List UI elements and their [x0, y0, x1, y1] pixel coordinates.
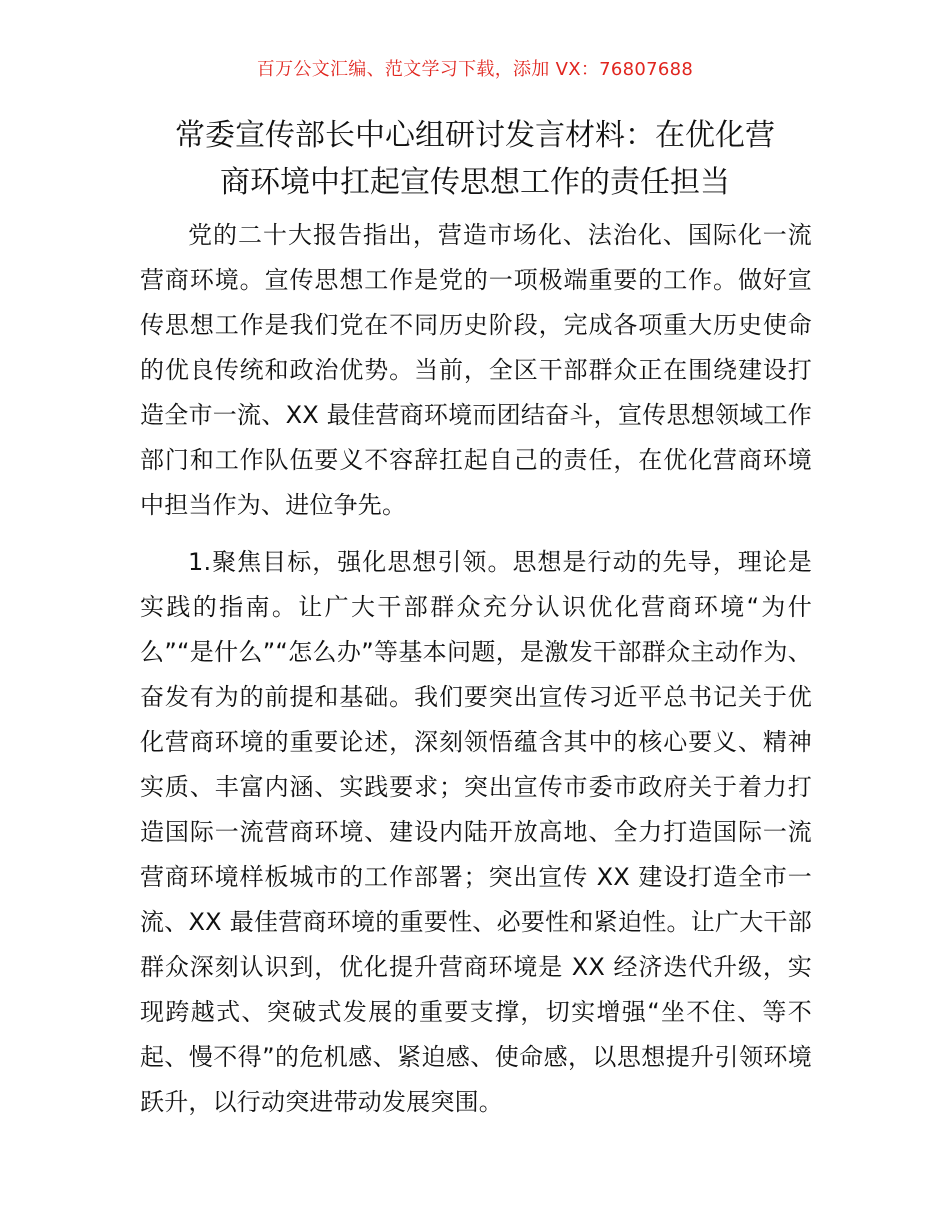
- title-line-1: 常委宣传部长中心组研讨发言材料：在优化营: [175, 118, 775, 153]
- document-body: [140, 213, 812, 1125]
- document-title: [120, 112, 830, 206]
- paragraph-intro: 党的二十大报告指出，营造市场化、法治化、国际化一流营商环境。宣传思想工作是党的一项极端重要的工作。做好宣传思想工作是我们党在不同历史阶段，完成各项重大历史使命的优良传统和政治优势。当前，全区干部群众正在围绕建设打造全市一流、XX 最佳营商环境而团结奋斗，宣传思想领域工作部门和工作队伍要义不容辞扛起自己的责任，在优化营商环境中担当作为、进位争先。: [140, 221, 812, 519]
- header-promo-note: 百万公文汇编、范文学习下载，添加 VX：76807688: [256, 59, 694, 80]
- title-line-2: 商环境中扛起宣传思想工作的责任担当: [220, 165, 730, 200]
- paragraph-section-1: 1.聚焦目标，强化思想引领。思想是行动的先导，理论是实践的指南。让广大干部群众充分认识优化营商环境“为什么”“是什么”“怎么办”等基本问题，是激发干部群众主动作为、奋发有为的前提和基础。我们要突出宣传习近平总书记关于优化营商环境的重要论述，深刻领悟蕴含其中的核心要义、精神实质、丰富内涵、实践要求；突出宣传市委市政府关于着力打造国际一流营商环境、建设内陆开放高地、全力打造国际一流营商环境样板城市的工作部署；突出宣传 XX 建设打造全市一流、XX 最佳营商环境的重要性、必要性和紧迫性。让广大干部群众深刻认识到，优化提升营商环境是 XX 经济迭代升级，实现跨越式、突破式发展的重要支撑，切实增强“坐不住、等不起、慢不得”的危机感、紧迫感、使命感，以思想提升引领环境跃升，以行动突进带动发展突围。: [140, 548, 812, 1116]
